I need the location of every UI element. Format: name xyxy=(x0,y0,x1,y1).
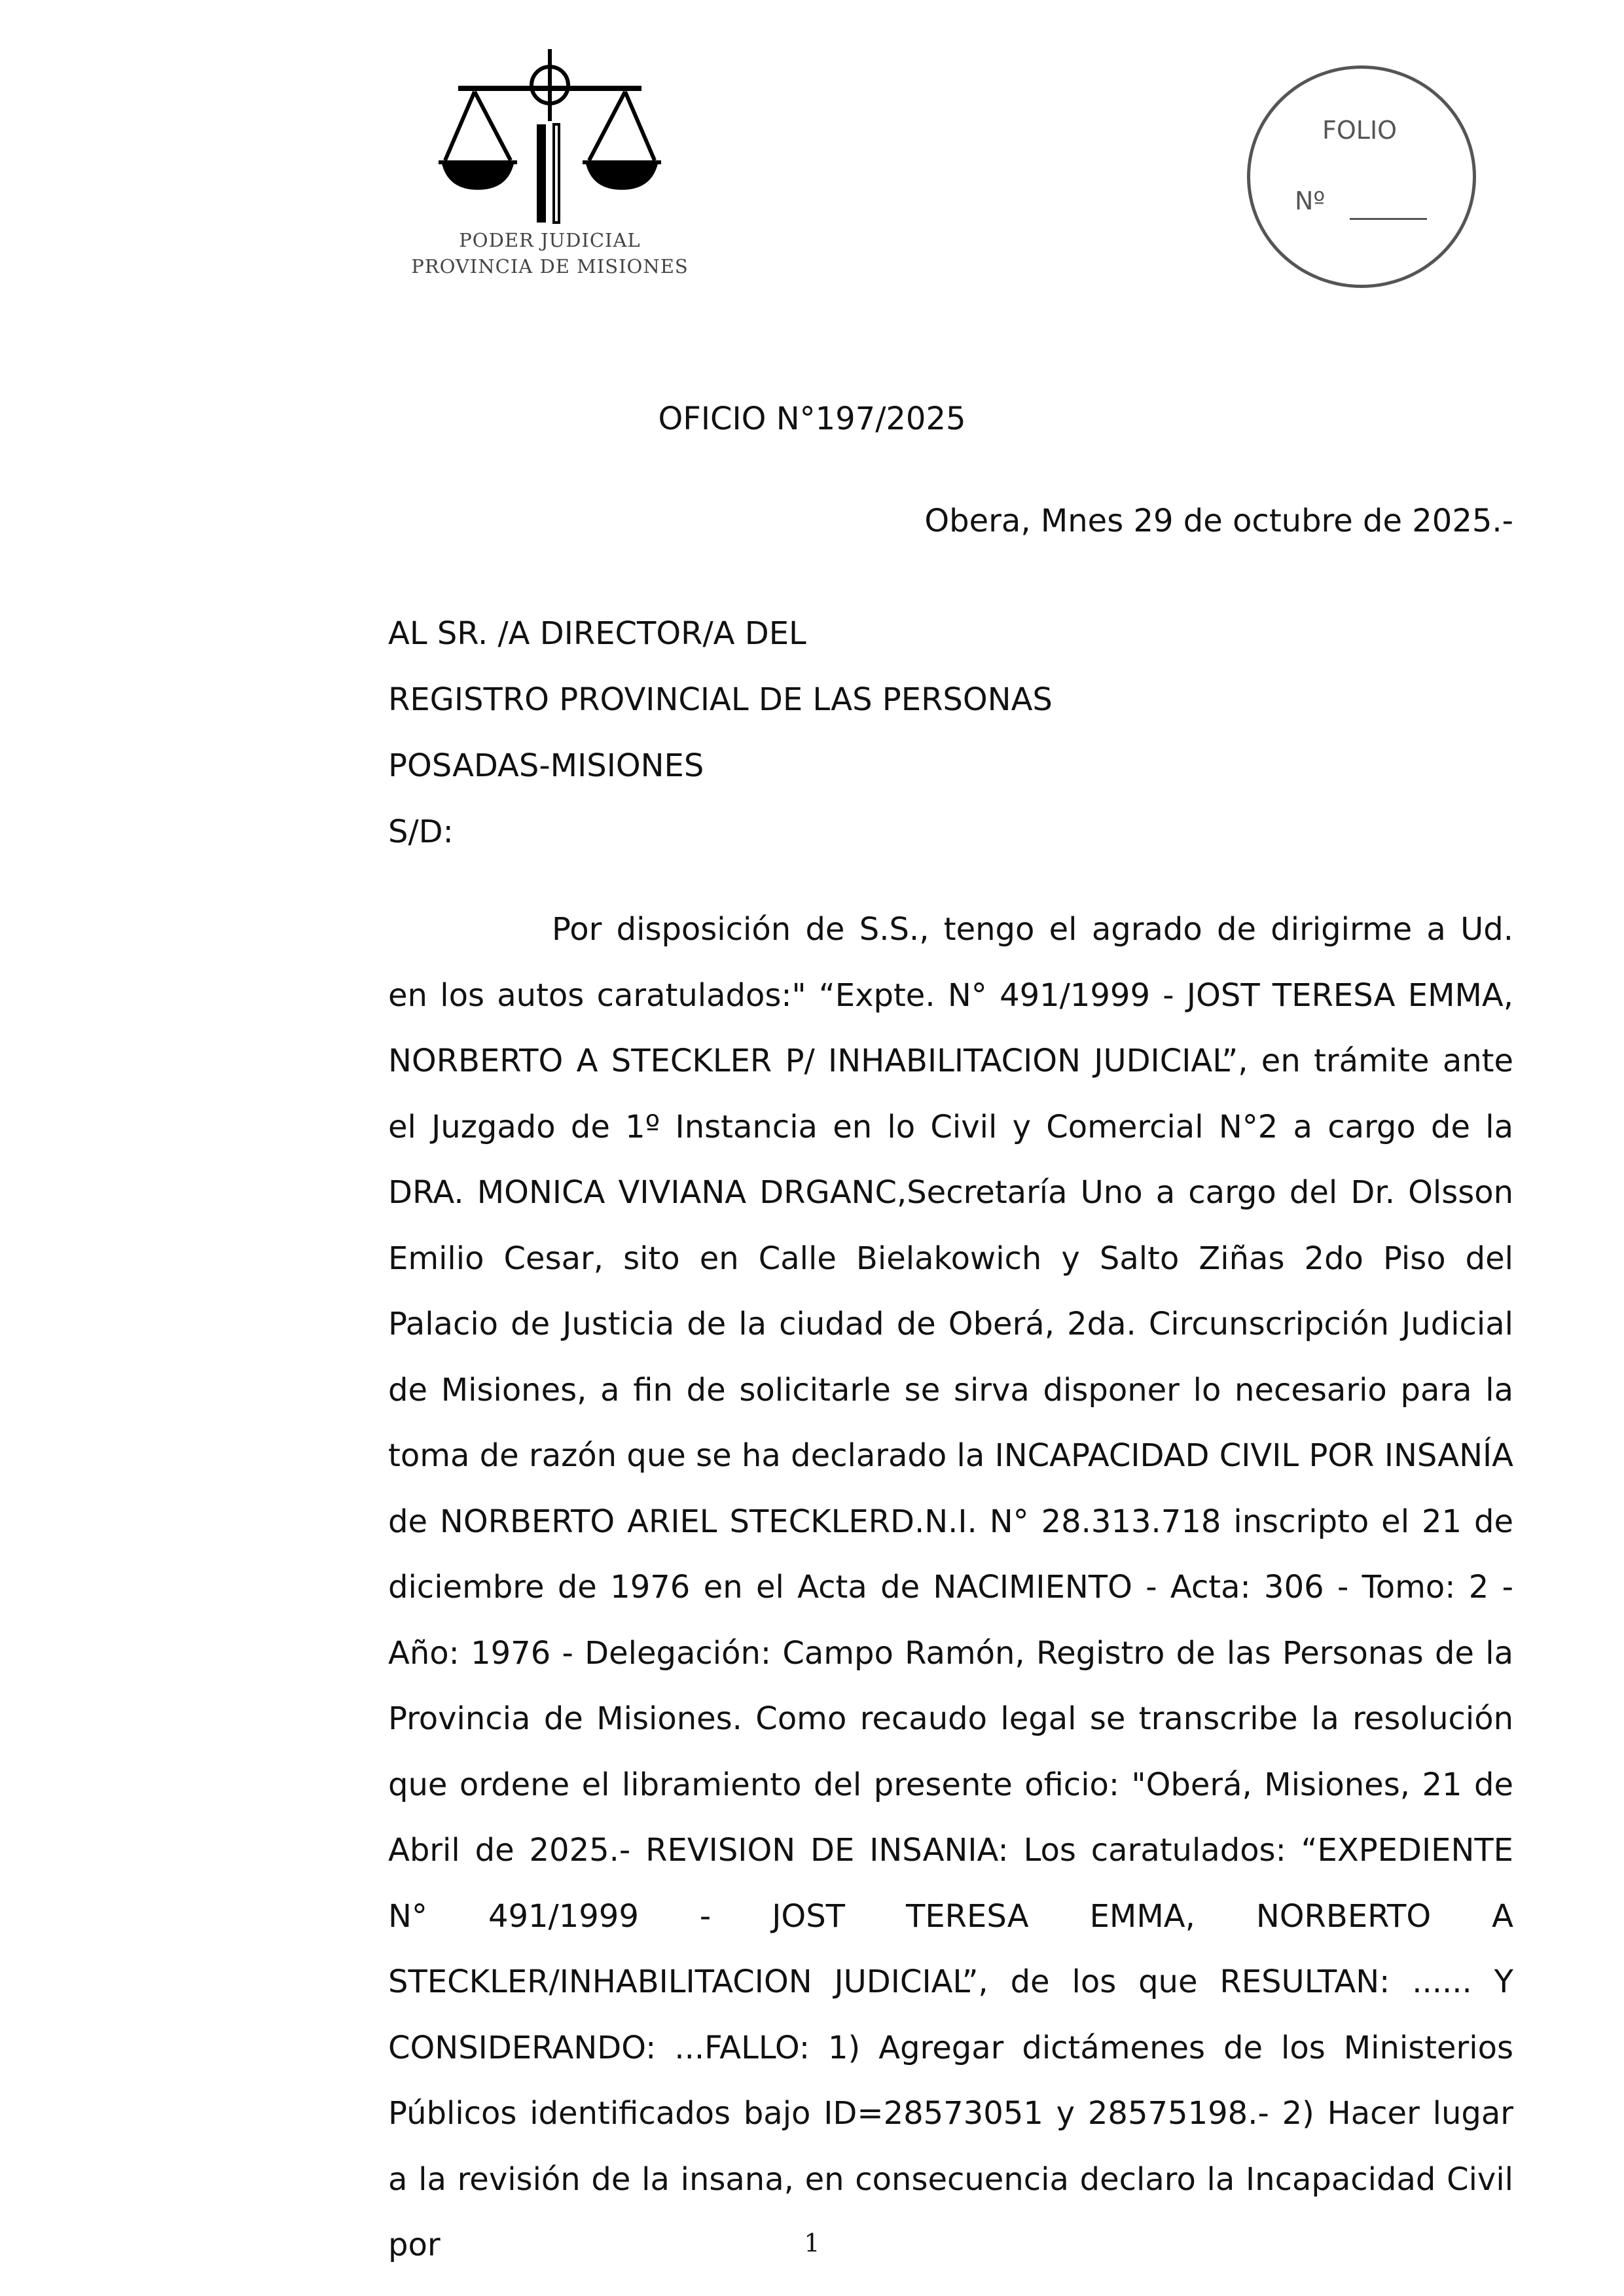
logo-title: PODER JUDICIAL xyxy=(459,229,641,251)
recipient-line: REGISTRO PROVINCIAL DE LAS PERSONAS xyxy=(388,681,1053,718)
logo-subtitle: PROVINCIA DE MISIONES xyxy=(411,255,689,278)
body-text xyxy=(388,897,1513,2278)
recipient-block xyxy=(388,601,1053,865)
document-title: OFICIO N°197/2025 xyxy=(658,401,966,437)
page-number: 1 xyxy=(804,2229,820,2257)
recipient-line: AL SR. /A DIRECTOR/A DEL xyxy=(388,615,806,652)
body-paragraph: Por disposición de S.S., tengo el agrado de dirigirme a Ud. en los autos caratulados:" “Expte. N° 491/1999 - JOST TERESA EMMA, NORBERTO A STECKLER P/ INHABILITACION JUDICIAL”, en trámite ante el Juzgado de 1º Instancia en lo Civil y Comercial N°2 a cargo de la DRA. MONICA VIVIANA DRGANC,Secretaría Uno a cargo del Dr. Olsson Emilio Cesar, sito en Calle Bielakowich y Salto Ziñas 2do Piso del Palacio de Justicia de la ciudad de Oberá, 2da. Circunscripción Judicial de Misiones, a fin de solicitarle se sirva disponer lo necesario para la toma de razón que se ha declarado la INCAPACIDAD CIVIL POR INSANÍA de NORBERTO ARIEL STECKLERD.N.I. N° 28.313.718 inscripto el 21 de diciembre de 1976 en el Acta de NACIMIENTO - Acta: 306 - Tomo: 2 - Año: 1976 - Delegación: Campo Ramón, Registro de las Personas de la Provincia de Misiones. Como recaudo legal se transcribe la resolución que ordene el libramiento del presente oficio: "Oberá, Misiones, 21 de Abril de 2025.- REVISION DE INSANIA: Los caratulados: “EXPEDIENTE N° 491/1999 - JOST TERESA EMMA, NORBERTO A STECKLER/INHABILITACION JUDICIAL”, de los que RESULTAN: ...... Y CONSIDERANDO: ...FALLO: 1) Agregar dictámenes de los Ministerios Públicos identificados bajo ID=28573051 y 28575198.- 2) Hacer lugar a la revisión de la insana, en consecuencia declaro la Incapacidad Civil por xyxy=(388,911,1513,2263)
folio-stamp xyxy=(1247,65,1476,288)
poder-judicial-logo xyxy=(406,43,694,291)
dateline: Obera, Mnes 29 de octubre de 2025.- xyxy=(924,503,1513,539)
folio-number-label: Nº xyxy=(1295,187,1326,215)
recipient-line: S/D: xyxy=(388,814,454,850)
folio-label: FOLIO xyxy=(1322,116,1398,145)
scales-of-justice-icon xyxy=(439,43,661,226)
folio-number-blank xyxy=(1350,218,1427,220)
recipient-line: POSADAS-MISIONES xyxy=(388,747,704,784)
